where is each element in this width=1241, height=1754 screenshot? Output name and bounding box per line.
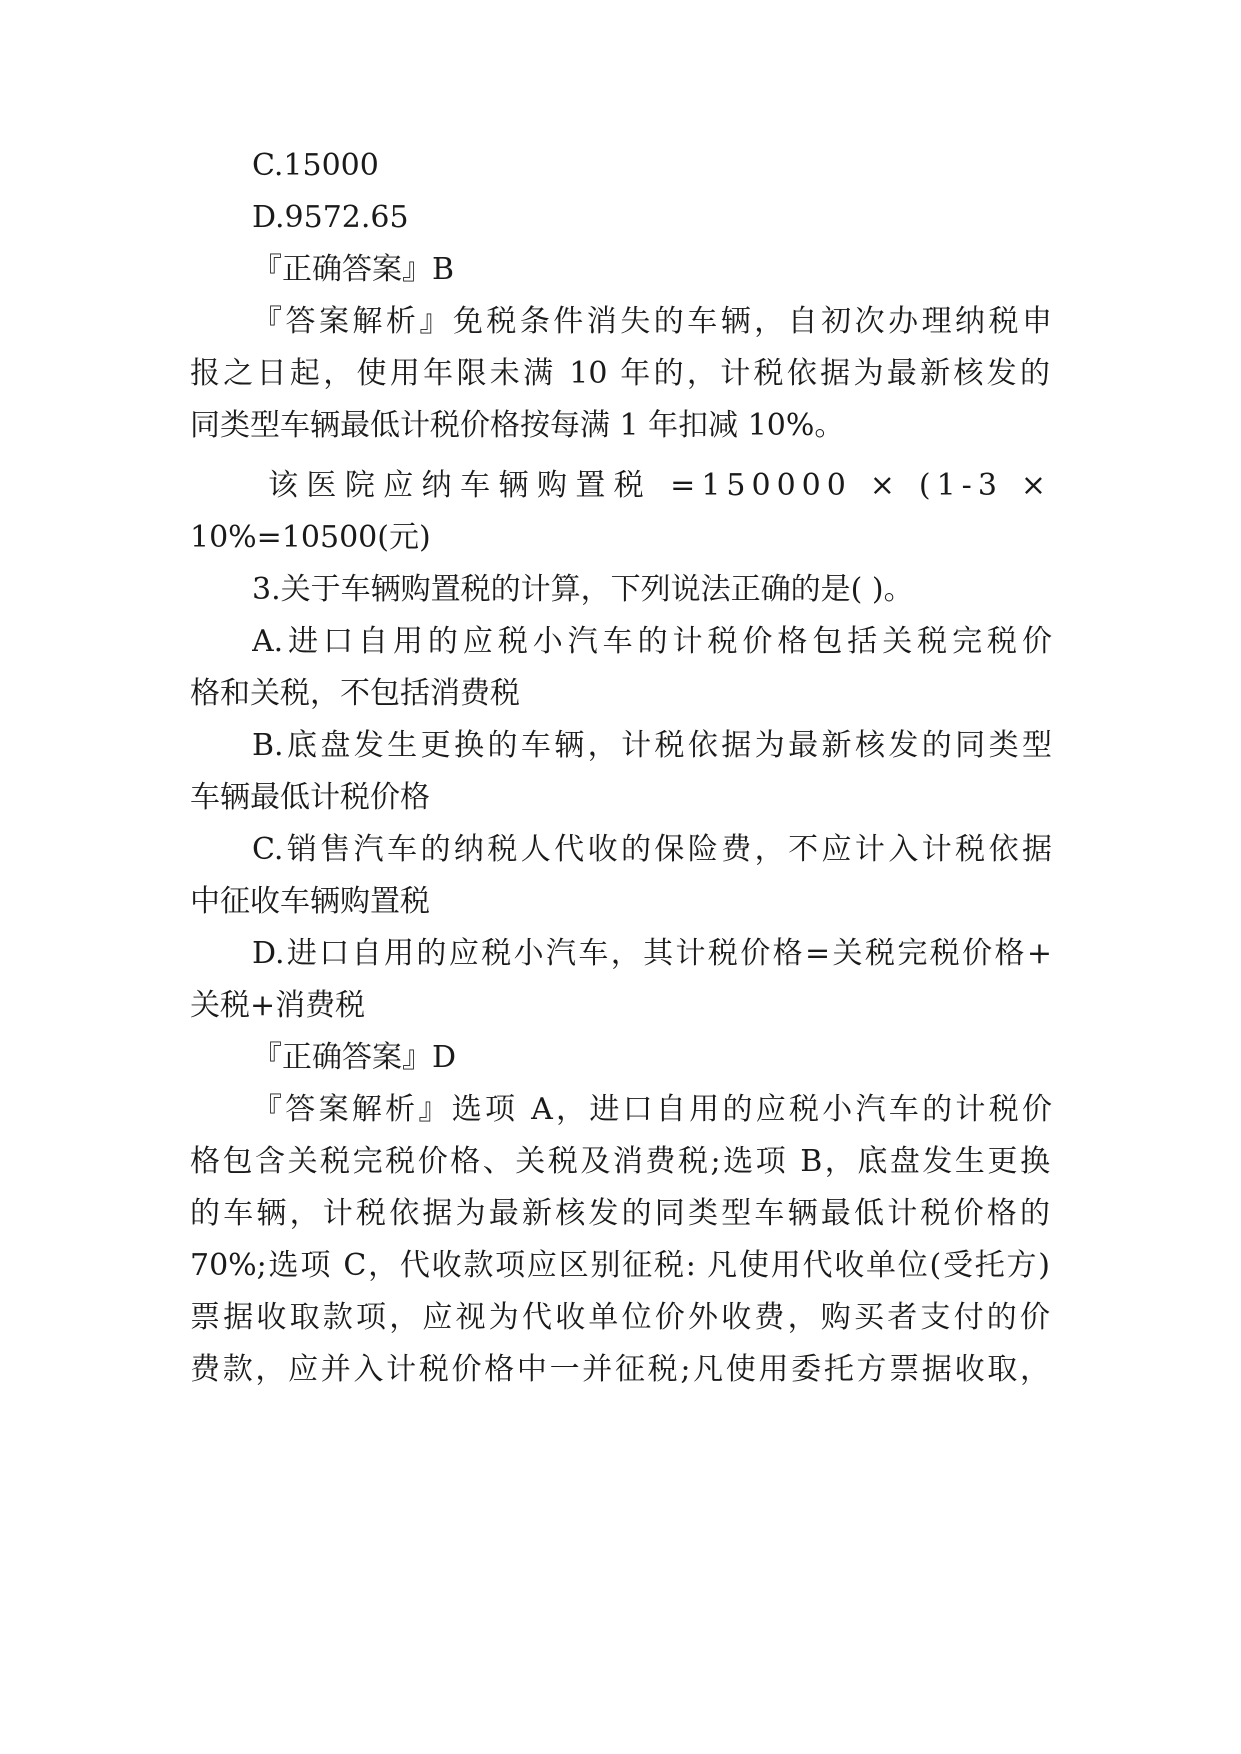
calculation-line-1: 该医院应纳车辆购置税 =150000 × (1-3 × [268,468,1052,503]
option-c-amount: C.15000 [252,148,379,183]
analysis-q3-line-2: 格包含关税完税价格、关税及消费税;选项 B，底盘发生更换 [190,1144,1050,1179]
analysis-q2-line-2: 报之日起，使用年限未满 10 年的，计税依据为最新核发的 [190,356,1050,391]
question-3-stem: 3.关于车辆购置税的计算，下列说法正确的是( )。 [252,572,914,607]
option-c-line-2: 中征收车辆购置税 [190,884,430,919]
analysis-q3-line-4: 70%;选项 C，代收款项应区别征税: 凡使用代收单位(受托方) [190,1248,1050,1283]
calculation-line-2: 10%=10500(元) [190,520,431,555]
option-b-line-1: B.底盘发生更换的车辆，计税依据为最新核发的同类型 [252,728,1052,763]
analysis-q3-line-6: 费款，应并入计税价格中一并征税;凡使用委托方票据收取， [190,1352,1050,1387]
option-b-line-2: 车辆最低计税价格 [190,780,430,815]
option-a-line-2: 格和关税，不包括消费税 [190,676,520,711]
analysis-q2-line-1: 『答案解析』免税条件消失的车辆，自初次办理纳税申 [252,304,1052,339]
analysis-q3-line-3: 的车辆，计税依据为最新核发的同类型车辆最低计税价格的 [190,1196,1050,1231]
analysis-q2-line-3: 同类型车辆最低计税价格按每满 1 年扣减 10%。 [190,408,845,443]
option-c-line-1: C.销售汽车的纳税人代收的保险费，不应计入计税依据 [252,832,1052,867]
answer-label-q2: 『正确答案』B [252,252,455,287]
answer-label-q3: 『正确答案』D [252,1040,457,1075]
option-d-line-1: D.进口自用的应税小汽车，其计税价格=关税完税价格+ [252,936,1052,971]
analysis-q3-line-1: 『答案解析』选项 A，进口自用的应税小汽车的计税价 [252,1092,1052,1127]
option-d-amount: D.9572.65 [252,200,409,235]
analysis-q3-line-5: 票据收取款项，应视为代收单位价外收费，购买者支付的价 [190,1300,1050,1335]
option-d-line-2: 关税+消费税 [190,988,366,1023]
option-a-line-1: A.进口自用的应税小汽车的计税价格包括关税完税价 [252,624,1052,659]
